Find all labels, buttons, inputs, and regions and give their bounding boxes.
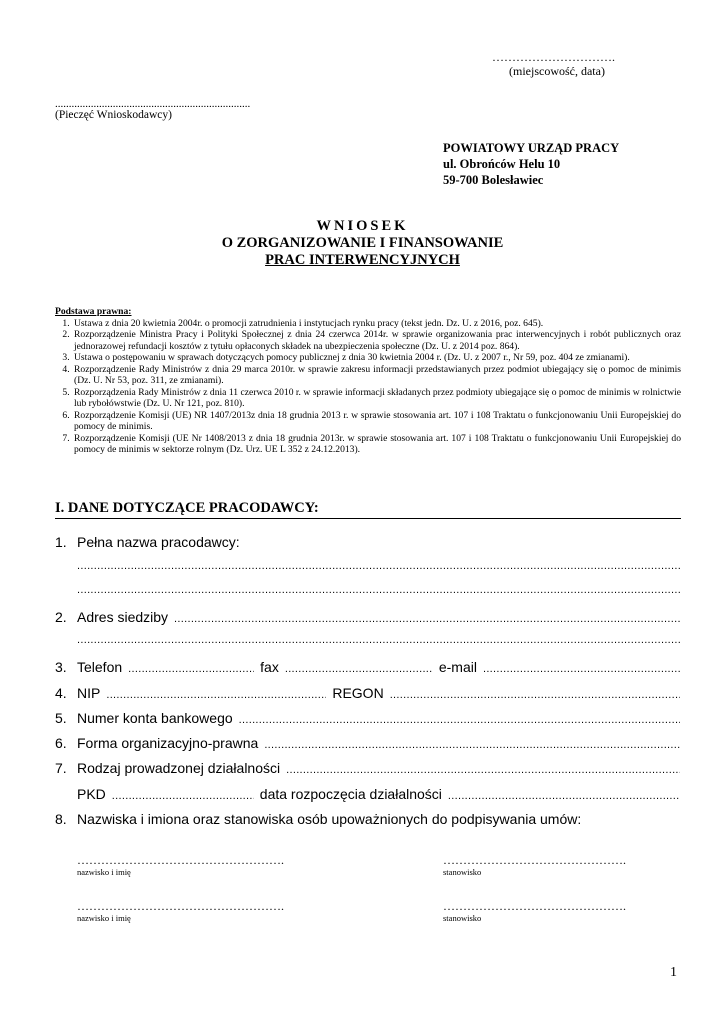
office-city: 59-700 Bolesławiec [443,173,544,187]
field-number: 5. [55,710,67,726]
section-heading: I. DANE DOTYCZĄCE PRACODAWCY: [55,500,319,516]
office-street: ul. Obrońców Helu 10 [443,157,561,171]
address-line-2 [55,634,680,646]
document-subtitle: O ZORGANIZOWANIE I FINANSOWANIE [221,235,504,251]
legal-form-row [55,735,680,751]
start-date-label: data rozpoczęcia działalności [259,786,442,802]
legal-form-field[interactable] [264,739,680,751]
regon-field[interactable] [390,689,680,701]
employer-name-field-2[interactable] [77,584,680,596]
bank-account-label: Numer konta bankowego [77,710,233,726]
pkd-row [55,786,680,802]
pkd-label: PKD [77,786,106,802]
field-number: 2. [55,609,67,625]
address-row [55,609,680,625]
employer-name-line-1 [55,560,680,572]
phone-field[interactable] [128,663,254,675]
person-position-field[interactable]: ………………………………………. [443,853,626,867]
document-title: WNIOSEK [316,218,409,234]
person-position-label-2: stanowisko [443,913,482,923]
office-address [443,140,619,188]
place-date-dots[interactable]: …………………………. [492,50,615,64]
legal-basis-item: 7. Rozporządzenie Komisji (UE Nr 1408/2013 z dnia 18 grudnia 2013r. w sprawie stosowania art. 107 i 108 Traktatu o funkcjonowaniu Unii Europejskiej do pomocy de minimis w sektorze rolnym (Dz. Urz. UE L 352 z 24.12.2013). [72,433,681,456]
activity-row [55,760,680,776]
bank-account-row [55,710,680,726]
field-number: 1. [55,534,67,550]
activity-field[interactable] [286,764,680,776]
legal-basis [55,306,681,456]
page-number: 1 [670,965,677,980]
fax-label: fax [260,659,279,675]
legal-form-label: Forma organizacyjno-prawna [77,735,259,751]
address-field[interactable] [174,613,680,625]
place-date-label: (miejscowość, data) [509,64,605,78]
office-name: POWIATOWY URZĄD PRACY [443,141,620,155]
authorized-persons-row [55,811,680,827]
person-name-field-2[interactable]: ……………………………………………. [77,899,284,913]
email-label: e-mail [438,659,477,675]
legal-basis-item: 2. Rozporządzenie Ministra Pracy i Polityki Społecznej z dnia 24 czerwca 2014r. w sprawie organizowania prac interwencyjnych i robót publicznych oraz jednorazowej refundacji kosztów z tytułu opłaconych składek na ubezpieczenia społeczne (Dz. U. z 2014 poz. 864). [72,329,681,352]
nip-label: NIP [77,685,101,701]
legal-basis-list [55,318,681,456]
section-divider [55,518,681,519]
person-position-field-2[interactable]: ………………………………………. [443,899,626,913]
email-field[interactable] [483,663,680,675]
pkd-field[interactable] [112,790,254,802]
legal-basis-item: 6. Rozporządzenie Komisji (UE) NR 1407/2013z dnia 18 grudnia 2013 r. w sprawie stosowania art. 107 i 108 Traktatu o funkcjonowaniu Unii Europejskiej do pomocy de minimis. [72,410,681,433]
field-number: 7. [55,760,67,776]
address-field-2[interactable] [77,634,680,646]
legal-basis-heading: Podstawa prawna: [55,306,132,317]
applicant-stamp-dots[interactable]: ....................................................................... [55,98,251,110]
employer-name-label: Pełna nazwa pracodawcy: [77,534,240,550]
legal-basis-item: 4. Rozporządzenie Rady Ministrów z dnia 29 marca 2010r. w sprawie zakresu informacji przedstawianych przez podmiot ubiegający się o pomoc de minimis (Dz. U. Nr 53, poz. 311, ze zmianami). [72,364,681,387]
contact-row [55,659,680,675]
activity-label: Rodzaj prowadzonej działalności [77,760,281,776]
address-label: Adres siedziby [77,609,169,625]
employer-name-field[interactable] [77,560,680,572]
person-name-field[interactable]: ……………………………………………. [77,853,284,867]
authorized-persons-label: Nazwiska i imiona oraz stanowiska osób upoważnionych do podpisywania umów: [77,811,582,827]
bank-account-field[interactable] [239,714,680,726]
field-number: 6. [55,735,67,751]
legal-basis-item: 3. Ustawa o postępowaniu w sprawach dotyczących pomocy publicznej z dnia 30 kwietnia 2004 r. (Dz. U. z 2007 r., Nr 59, poz. 404 ze zmianami). [72,352,681,364]
field-number: 8. [55,811,67,827]
legal-basis-item: 5. Rozporządzenia Rady Ministrów z dnia 11 czerwca 2010 r. w sprawie informacji składanych przez podmioty ubiegające się o pomoc de minimis w rolnictwie lub rybołówstwie (Dz. U. Nr 121, poz. 810). [72,387,681,410]
document-subtitle-underlined: PRAC INTERWENCYJNYCH [265,252,460,268]
person-name-label: nazwisko i imię [77,867,131,877]
nip-field[interactable] [106,689,326,701]
employer-name-line-2 [55,584,680,596]
fax-field[interactable] [285,663,433,675]
phone-label: Telefon [77,659,123,675]
employer-name-row [55,534,680,550]
start-date-field[interactable] [448,790,680,802]
applicant-stamp-label: (Pieczęć Wnioskodawcy) [55,109,172,121]
tax-id-row [55,685,680,701]
regon-label: REGON [332,685,384,701]
field-number: 3. [55,659,67,675]
field-number: 4. [55,685,67,701]
person-position-label: stanowisko [443,867,482,877]
legal-basis-item: 1. Ustawa z dnia 20 kwietnia 2004r. o promocji zatrudnienia i instytucjach rynku pracy (tekst jedn. Dz. U. z 2016, poz. 645). [72,318,681,330]
person-name-label-2: nazwisko i imię [77,913,131,923]
